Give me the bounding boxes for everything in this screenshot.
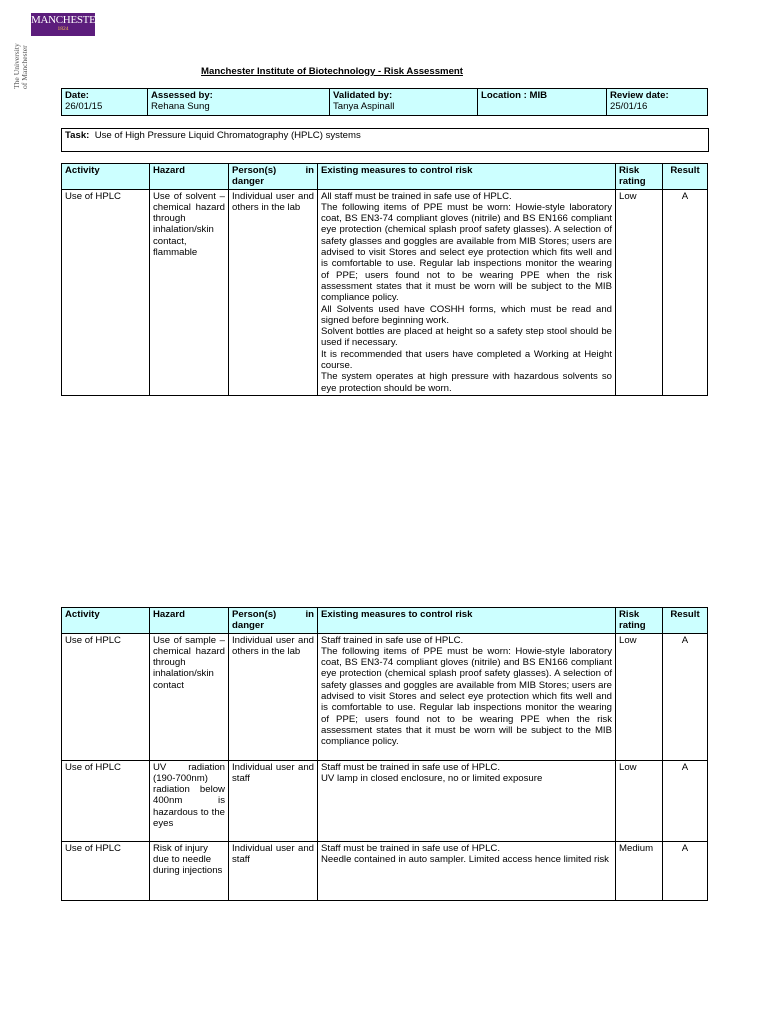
logo-year: 1824 [57,26,69,32]
measure-line: The following items of PPE must be worn: Howie-style laboratory coat, BS EN3-74 compliant gloves (nitrile) and BS EN166 compliant eye protection (chemical splash proof safety glasses). A selection of safety glasses and goggles are available from MIB Stores; users are advised to visit Stores and select eye protection which fits well and is comfortable to use. Regular lab inspections monitor the wearing of PPE; users found not to be wearing PPE when the risk assessment states that it must be worn will be subject to the MIB compliance policy. [321,645,612,748]
persons-cell: Individual user and staff [229,841,318,900]
col-risk: Risk rating [616,164,663,190]
activity-cell: Use of HPLC [62,841,150,900]
hazard-cell: Use of solvent – chemical hazard through inhalation/skin contact, flammable [150,189,229,395]
risk-cell: Low [616,189,663,395]
location-cell [478,89,607,116]
measure-line: All Solvents used have COSHH forms, which must be read and signed before beginning work. [321,303,612,326]
university-vertical-text [13,37,33,89]
review-label: Review date: [610,90,669,101]
measures-cell [318,760,616,841]
hazard-cell: Use of sample – chemical hazard through inhalation/skin contact [150,633,229,760]
col-persons-left: Person(s) [232,165,277,176]
persons-cell: Individual user and others in the lab [229,189,318,395]
measure-line: It is recommended that users have completed a Working at Height course. [321,348,612,372]
risk-cell: Low [616,760,663,841]
risk-cell: Low [616,633,663,760]
date-label: Date: [65,90,89,101]
location-label: Location : MIB [481,90,548,101]
validated-value: Tanya Aspinall [333,101,395,113]
risk-table-2 [61,607,708,901]
col-persons-left: Person(s) [232,609,277,620]
hazard-cell: Risk of injury due to needle during injections [150,841,229,900]
table-header-row [62,608,708,634]
measure-line: Needle contained in auto sampler. Limited access hence limited risk [321,853,609,865]
measure-line: Staff must be trained in safe use of HPLC. [321,842,501,854]
col-measures: Existing measures to control risk [318,164,616,190]
persons-cell: Individual user and staff [229,760,318,841]
university-logo [31,13,103,36]
activity-cell: Use of HPLC [62,633,150,760]
review-value: 25/01/16 [610,101,648,113]
university-line2: of Manchester [20,45,29,89]
measure-line: The following items of PPE must be worn: Howie-style laboratory coat, BS EN3-74 compliant gloves (nitrile) and BS EN166 compliant eye protection (chemical splash proof safety glasses). A selection of safety glasses and goggles are available from MIB Stores; users are advised to visit Stores and select eye protection which fits well and is comfortable to use. Regular lab inspections monitor the wearing of PPE; users found not to be wearing PPE when the risk assessment states that it must be worn will be subject to the MIB compliance policy. [321,201,612,304]
validated-cell [330,89,478,116]
measure-line: The system operates at high pressure with hazardous solvents so eye protection should be worn. [321,371,612,394]
col-result: Result [663,164,708,190]
logo-wordmark: MANCHESTER [31,14,103,26]
table-row [62,760,708,841]
review-cell [607,89,708,116]
measures-cell [318,841,616,900]
col-hazard: Hazard [150,164,229,190]
hazard-cell: UV radiation (190-700nm) radiation below 400nm is hazardous to the eyes [150,760,229,841]
result-cell: A [663,760,708,841]
assessed-value: Rehana Sung [151,101,210,113]
measures-cell [318,189,616,395]
table-row [62,633,708,760]
result-cell: A [663,189,708,395]
measure-line: Staff trained in safe use of HPLC. [321,634,464,646]
date-value: 26/01/15 [65,101,103,113]
university-line1: The University [12,43,21,89]
col-hazard: Hazard [150,608,229,634]
date-cell [62,89,148,116]
col-persons-right: in [305,165,314,176]
measure-line: Staff must be trained in safe use of HPLC. [321,761,501,773]
col-result: Result [663,608,708,634]
document-title: Manchester Institute of Biotechnology - Risk Assessment [201,66,463,77]
col-risk: Risk rating [616,608,663,634]
measure-line: UV lamp in closed enclosure, no or limited exposure [321,772,543,784]
col-persons-line2: danger [232,620,264,632]
validated-label: Validated by: [333,90,393,101]
assessed-label: Assessed by: [151,90,213,101]
risk-table-1 [61,163,708,396]
assessed-cell [148,89,330,116]
task-text: Use of High Pressure Liquid Chromatography (HPLC) systems [94,130,361,141]
measure-line: All staff must be trained in safe use of HPLC. [321,190,512,202]
activity-cell: Use of HPLC [62,760,150,841]
result-cell: A [663,841,708,900]
result-cell: A [663,633,708,760]
col-persons-right: in [305,609,314,620]
col-measures: Existing measures to control risk [318,608,616,634]
task-box: Task: Use of High Pressure Liquid Chromatography (HPLC) systems [61,128,709,152]
table-row [62,841,708,900]
col-activity: Activity [62,608,150,634]
persons-cell: Individual user and others in the lab [229,633,318,760]
col-persons-line2: danger [232,176,264,188]
col-activity: Activity [62,164,150,190]
assessment-info-table [61,88,708,116]
task-label: Task [65,130,87,141]
measure-line: Solvent bottles are placed at height so a safety step stool should be used if necessary. [321,326,612,349]
risk-cell: Medium [616,841,663,900]
measures-cell [318,633,616,760]
col-persons [229,164,318,190]
activity-cell: Use of HPLC [62,189,150,395]
table-row [62,189,708,395]
col-persons [229,608,318,634]
table-header-row [62,164,708,190]
